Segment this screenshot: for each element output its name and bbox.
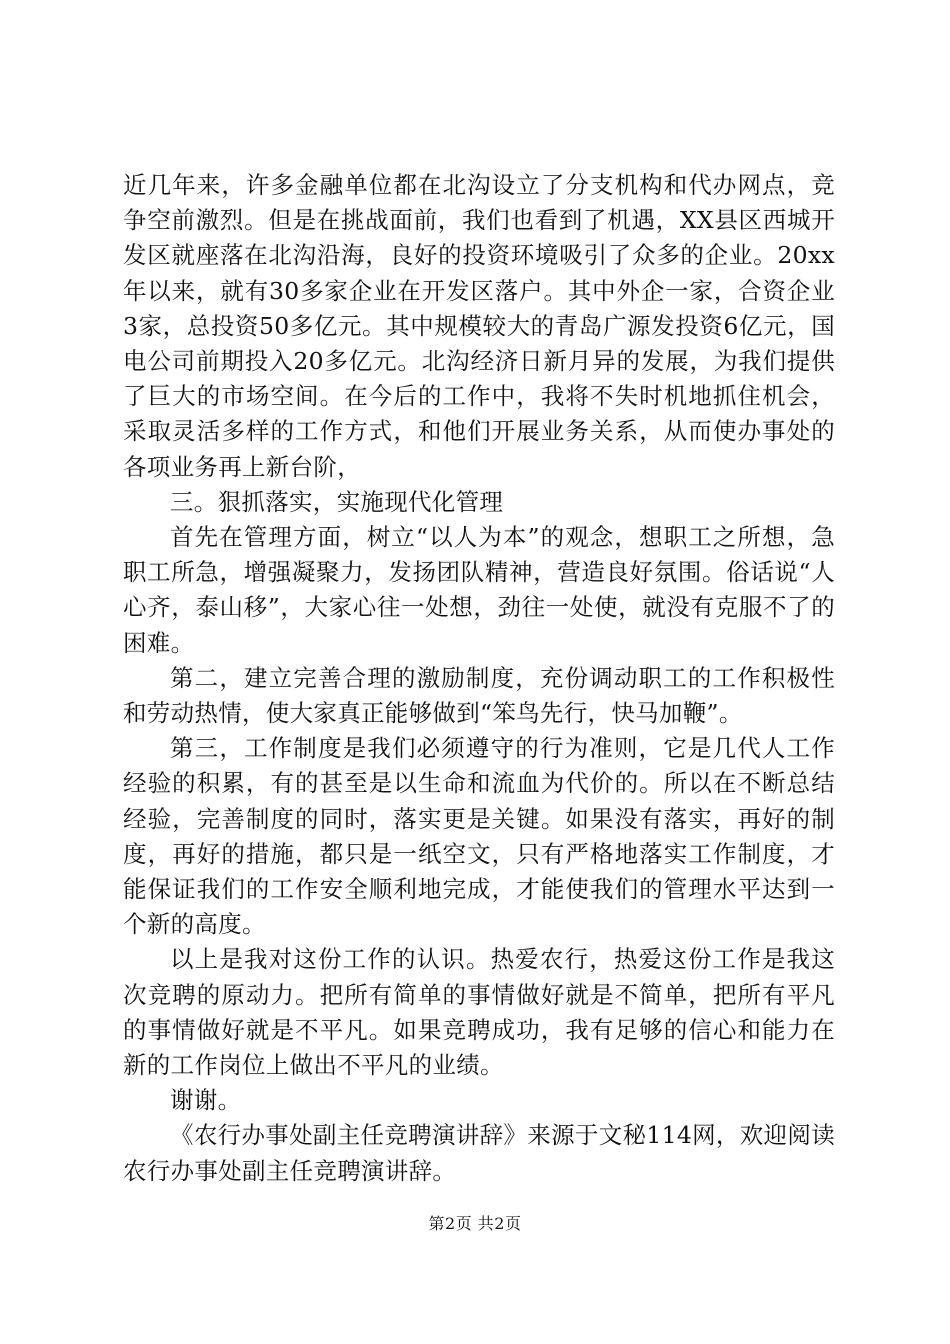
paragraph-market-opportunity: 近几年来，许多金融单位都在北沟设立了分支机构和代办网点，竞争空前激烈。但是在挑战面前，我们也看到了机遇，XX县区西城开发区就座落在北沟沿海，良好的投资环境吸引了众多的企业。20xx年以来，就有30多家企业在开发区落户。其中外企一家，合资企业3家，总投资50多亿元。其中规模较大的青岛广源发投资6亿元，国电公司前期投入20多亿元。北沟经济日新月异的发展，为我们提供了巨大的市场空间。在今后的工作中，我将不失时机地抓住机会，采取灵活多样的工作方式，和他们开展业务关系，从而使办事处的各项业务再上新台阶， xyxy=(123,171,835,481)
paragraph-thanks: 谢谢。 xyxy=(170,1086,242,1115)
paragraph-source-note: 《农行办事处副主任竞聘演讲辞》来源于文秘114网，欢迎阅读农行办事处副主任竞聘演讲辞。 xyxy=(123,1121,835,1185)
section-heading-management: 三。狠抓落实，实施现代化管理 xyxy=(170,487,504,516)
paragraph-incentive-system: 第二，建立完善合理的激励制度，充份调动职工的工作积极性和劳动热情，使大家真正能够做到“笨鸟先行，快马加鞭”。 xyxy=(123,663,835,728)
paragraph-work-rules: 第三，工作制度是我们必须遵守的行为准则，它是几代人工作经验的积累，有的甚至是以生命和流血为代价的。所以在不断总结经验，完善制度的同时，落实更是关键。如果没有落实，再好的制度，再好的措施，都只是一纸空文，只有严格地落实工作制度，才能保证我们的工作安全顺利地完成，才能使我们的管理水平达到一个新的高度。 xyxy=(123,734,835,939)
page-footer: 第2页 共2页 xyxy=(428,1214,522,1233)
paragraph-conclusion: 以上是我对这份工作的认识。热爱农行，热爱这份工作是我这次竞聘的原动力。把所有简单的事情做好就是不简单，把所有平凡的事情做好就是不平凡。如果竞聘成功，我有足够的信心和能力在新的工作岗位上做出不平凡的业绩。 xyxy=(123,945,835,1080)
paragraph-people-first: 首先在管理方面，树立“以人为本”的观念，想职工之所想，急职工所急，增强凝聚力，发扬团队精神，营造良好氛围。俗话说“人心齐，泰山移”，大家心往一处想，劲往一处使，就没有克服不了的困难。 xyxy=(123,523,835,657)
document-body xyxy=(123,168,835,1189)
